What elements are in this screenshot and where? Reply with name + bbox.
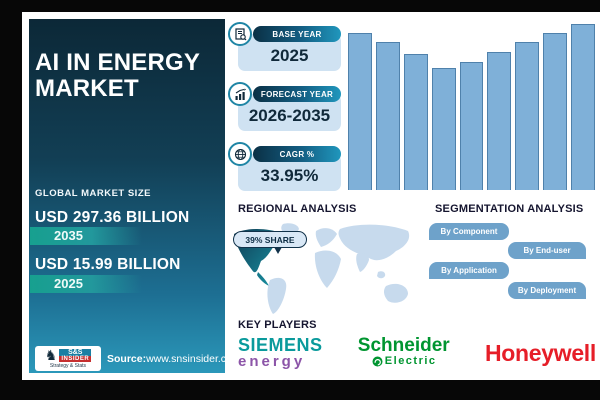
title-line-2: MARKET (35, 75, 139, 102)
schneider-electric-text: Electric (384, 355, 437, 367)
bar (432, 68, 456, 190)
stat-label: FORECAST YEAR (253, 86, 341, 102)
stat-label: CAGR % (253, 146, 341, 162)
stat-card-base-year (228, 20, 340, 74)
year-badge-2025: 2025 (30, 275, 142, 293)
infographic-card (22, 12, 600, 380)
logo-siemens-energy (238, 336, 323, 370)
stat-label: BASE YEAR (253, 26, 341, 42)
logo-schneider-electric (358, 336, 450, 367)
bar (404, 54, 428, 190)
bar (348, 33, 372, 190)
knight-icon: ♞ (44, 347, 58, 363)
segment-pill-end-user: By End-user (508, 242, 586, 259)
schneider-wordmark: Schneider (357, 335, 450, 356)
source-row (35, 346, 241, 371)
page-title (35, 50, 200, 102)
segment-pill-application: By Application (429, 262, 509, 279)
logo-tagline: Strategy & Stats (49, 363, 87, 369)
stat-value: 33.95% (260, 166, 319, 185)
stat-value: 2025 (270, 46, 309, 65)
segment-pill-deployment: By Deployment (508, 282, 586, 299)
schneider-electric-wordmark (372, 355, 450, 367)
siemens-energy-wordmark: energy (238, 353, 306, 370)
sns-insider-logo (35, 346, 101, 371)
growth-bars-icon (228, 82, 252, 106)
bar (487, 52, 511, 190)
share-badge: 39% SHARE (233, 231, 307, 248)
source-text (107, 353, 241, 365)
regional-analysis-heading: REGIONAL ANALYSIS (238, 203, 357, 215)
bar (571, 24, 595, 190)
bar-chart (348, 24, 595, 190)
world-map (228, 220, 430, 318)
segment-pill-component: By Component (429, 223, 509, 240)
title-line-1: AI IN ENERGY (35, 49, 201, 76)
bar (376, 42, 400, 190)
logo-brand-bottom: INSIDER (61, 355, 90, 362)
share-badge-pointer (274, 247, 282, 254)
bar (543, 33, 567, 190)
stat-card-forecast-year (228, 80, 340, 134)
logo-brand-top: S&S (59, 349, 91, 356)
bar (460, 62, 484, 190)
market-summary-panel (29, 19, 241, 373)
year-badge-2035: 2035 (30, 227, 142, 245)
global-market-size-label: GLOBAL MARKET SIZE (35, 188, 151, 199)
market-value-2035: USD 297.36 BILLION (35, 209, 190, 226)
honeywell-wordmark: Honeywell (484, 340, 596, 366)
source-url[interactable]: www.snsinsider.com (146, 352, 241, 365)
siemens-wordmark: SIEMENS (238, 335, 323, 355)
segmentation-analysis-heading: SEGMENTATION ANALYSIS (435, 203, 584, 215)
key-players-row (238, 336, 596, 370)
stat-card-cagr (228, 140, 340, 194)
key-players-heading: KEY PLAYERS (238, 319, 317, 331)
logo-honeywell (485, 336, 596, 370)
report-document-icon (228, 22, 252, 46)
globe-icon (228, 142, 252, 166)
stat-value: 2026-2035 (248, 106, 331, 125)
source-label: Source: (107, 352, 147, 365)
schneider-circle-icon (372, 356, 383, 367)
bar (515, 42, 539, 190)
market-value-2025: USD 15.99 BILLION (35, 256, 181, 273)
